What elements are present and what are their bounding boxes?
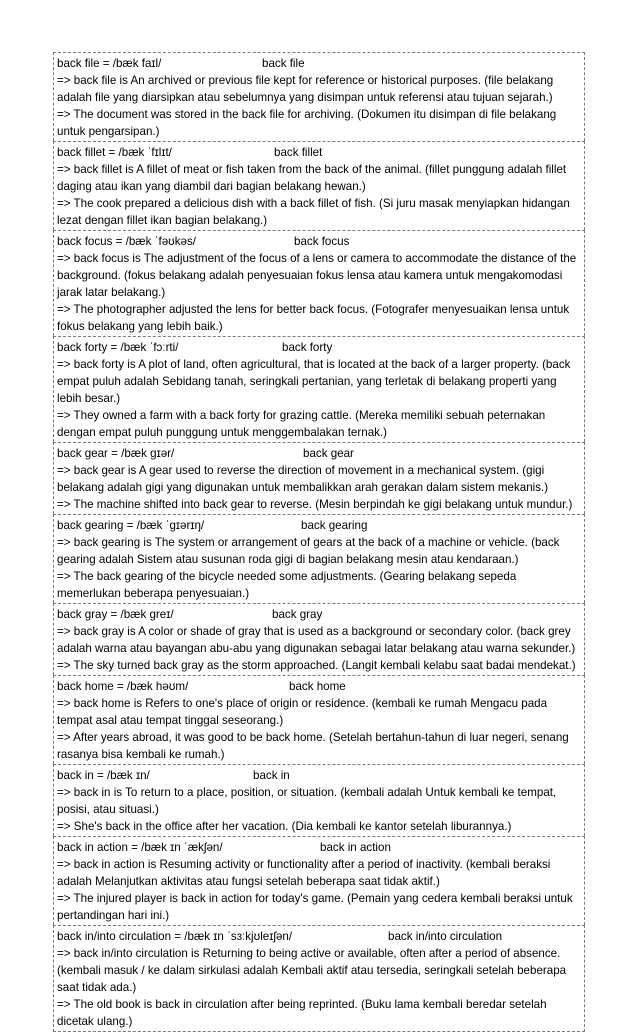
example: => The photographer adjusted the lens for better back focus. (Fotografer menyesuaikan lensa untuk fokus belakang yang lebih baik.) [57, 303, 570, 333]
entry-heading [57, 55, 581, 72]
example: => The cook prepared a delicious dish with a back fillet of fish. (Si juru masak menyiapkan hidangan lezat dengan fillet ikan bagian belakang.) [57, 197, 570, 227]
pronunciation: back gray = /bæk ɡreɪ/ [57, 608, 174, 621]
pronunciation: back in = /bæk ɪn/ [57, 769, 150, 782]
entry-heading [57, 517, 581, 534]
entry-block [53, 336, 585, 442]
term: back fillet [274, 146, 323, 159]
entry-block [53, 514, 585, 603]
example: => The back gearing of the bicycle needed some adjustments. (Gearing belakang sepeda memerlukan beberapa penyesuaian.) [57, 570, 517, 600]
pronunciation: back gear = /bæk ɡɪər/ [57, 447, 175, 460]
pronunciation: back file = /bæk faɪl/ [57, 57, 162, 70]
term: back home [289, 680, 346, 693]
term: back in [253, 769, 290, 782]
pronunciation: back gearing = /bæk ˈɡɪərɪŋ/ [57, 519, 205, 532]
example: => The old book is back in circulation after being reprinted. (Buku lama kembali beredar setelah dicetak ulang.) [57, 998, 547, 1028]
entry-heading [57, 606, 581, 623]
definition: => back focus is The adjustment of the focus of a lens or camera to accommodate the distance of the background. (fokus belakang adalah penyesuaian fokus lensa atau kamera untuk mengakomodasi jarak latar belakang.) [57, 252, 577, 299]
entry-block [53, 675, 585, 764]
entry-heading [57, 144, 581, 161]
term: back forty [282, 341, 333, 354]
entry-block [53, 603, 585, 675]
term: back in/into circulation [388, 930, 503, 943]
example: => After years abroad, it was good to be back home. (Setelah bertahun-tahun di luar negeri, senang rasanya bisa kembali ke rumah.) [57, 731, 569, 761]
example: => The document was stored in the back file for archiving. (Dokumen itu disimpan di file belakang untuk pengarsipan.) [57, 108, 557, 138]
entry-heading [57, 233, 581, 250]
term: back gear [303, 447, 354, 460]
entry-block [53, 764, 585, 836]
pronunciation: back in action = /bæk ɪn ˈækʃən/ [57, 841, 223, 854]
pronunciation: back fillet = /bæk ˈfɪlɪt/ [57, 146, 172, 159]
definition: => back gearing is The system or arrangement of gears at the back of a machine or vehicle. (back gearing adalah Sistem atau susunan roda gigi di bagian belakang mesin atau kendaraan.) [57, 536, 560, 566]
example: => They owned a farm with a back forty for grazing cattle. (Mereka memiliki sebuah peternakan dengan empat puluh punggung untuk menggembalakan ternak.) [57, 409, 546, 439]
pronunciation: back in/into circulation = /bæk ɪn ˈsɜːkjʊleɪʃən/ [57, 930, 293, 943]
definition: => back home is Refers to one's place of origin or residence. (kembali ke rumah Mengacu pada tempat asal atau tempat tinggal seseorang.) [57, 697, 548, 727]
entry-block [53, 836, 585, 925]
glossary-sheet [53, 52, 585, 1032]
pronunciation: back home = /bæk həʊm/ [57, 680, 189, 693]
definition: => back fillet is A fillet of meat or fish taken from the back of the animal. (fillet punggung adalah fillet daging atau ikan yang diambil dari bagian belakang hewan.) [57, 163, 567, 193]
definition: => back in action is Resuming activity or functionality after a period of inactivity. (kembali beraksi adalah Melanjutkan aktivitas atau fungsi setelah beberapa saat tidak aktif.) [57, 858, 551, 888]
definition: => back file is An archived or previous file kept for reference or historical purposes. (file belakang adalah file yang diarsipkan atau sebelumnya yang disimpan untuk referensi atau tujuan sejarah.) [57, 74, 554, 104]
definition: => back in/into circulation is Returning to being active or available, often after a period of absence. (kembali masuk / ke dalam sirkulasi adalah Kembali aktif atau tersedia, seringkali setelah beberapa saat tidak ada.) [57, 947, 567, 994]
pronunciation: back forty = /bæk ˈfɔːrti/ [57, 341, 179, 354]
definition: => back gray is A color or shade of gray that is used as a background or secondary color. (back grey adalah warna atau bayangan abu-abu yang digunakan sebagai latar belakang atau warna sekunder.) [57, 625, 576, 655]
entry-heading [57, 339, 581, 356]
entry-heading [57, 445, 581, 462]
definition: => back gear is A gear used to reverse the direction of movement in a mechanical system. (gigi belakang adalah gigi yang digunakan untuk membalikkan arah gerakan dalam sistem mekanis.) [57, 464, 549, 494]
entry-heading [57, 767, 581, 784]
entry-block [53, 141, 585, 230]
example: => The machine shifted into back gear to reverse. (Mesin berpindah ke gigi belakang untuk mundur.) [57, 498, 573, 511]
term: back gray [272, 608, 323, 621]
entry-heading [57, 839, 581, 856]
entry-block [53, 925, 585, 1032]
entry-block [53, 230, 585, 336]
entry-block [53, 52, 585, 141]
definition: => back forty is A plot of land, often agricultural, that is located at the back of a larger property. (back empat puluh adalah Sebidang tanah, seringkali pertanian, yang terletak di belakang properti yang lebih besar.) [57, 358, 571, 405]
definition: => back in is To return to a place, position, or situation. (kembali adalah Untuk kembali ke tempat, posisi, atau situasi.) [57, 786, 557, 816]
example: => The sky turned back gray as the storm approached. (Langit kembali kelabu saat badai mendekat.) [57, 659, 576, 672]
term: back file [262, 57, 305, 70]
term: back focus [294, 235, 350, 248]
term: back gearing [301, 519, 368, 532]
example: => She's back in the office after her vacation. (Dia kembali ke kantor setelah liburannya.) [57, 820, 512, 833]
entry-heading [57, 678, 581, 695]
term: back in action [320, 841, 391, 854]
entry-block [53, 442, 585, 514]
entry-heading [57, 928, 581, 945]
pronunciation: back focus = /bæk ˈfəʊkəs/ [57, 235, 197, 248]
example: => The injured player is back in action for today's game. (Pemain yang cedera kembali beraksi untuk pertandingan hari ini.) [57, 892, 573, 922]
